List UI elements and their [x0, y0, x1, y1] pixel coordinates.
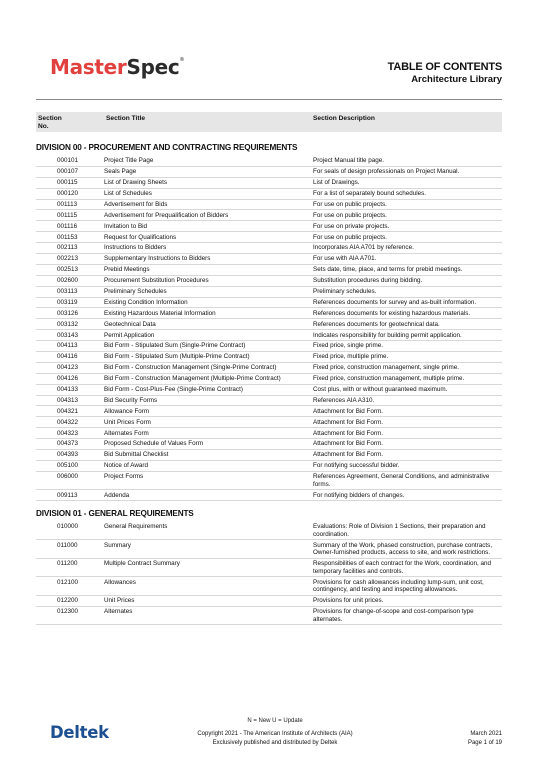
section-number: 004116 [36, 352, 104, 363]
column-header-description: Section Description [313, 115, 375, 122]
table-row [36, 373, 502, 384]
section-title: Supplementary Instructions to Bidders [104, 254, 313, 265]
section-number: 004133 [36, 384, 104, 395]
section-number: 004123 [36, 362, 104, 373]
table-row [36, 297, 502, 308]
table-row [36, 330, 502, 341]
section-number: 000101 [36, 156, 104, 166]
section-title: Project Forms [104, 471, 313, 489]
table-row [36, 558, 502, 576]
table-row [36, 254, 502, 265]
division-00-table [36, 156, 502, 501]
section-title: Bid Form - Stipulated Sum (Single-Prime Contract) [104, 341, 313, 352]
table-row [36, 221, 502, 232]
table-row [36, 395, 502, 406]
section-description: Attachment for Bid Form. [313, 417, 502, 428]
section-number: 000107 [36, 166, 104, 177]
section-description: For a list of separately bound schedules. [313, 188, 502, 199]
section-description: For use on public projects. [313, 199, 502, 210]
table-row [36, 577, 502, 595]
section-description: Project Manual title page. [313, 156, 502, 166]
table-row [36, 264, 502, 275]
section-number: 010000 [36, 522, 104, 540]
section-number: 004322 [36, 417, 104, 428]
logo-master-text: Master [50, 55, 127, 79]
section-description: List of Drawings. [313, 177, 502, 188]
section-description: For notifying successful bidder. [313, 460, 502, 471]
section-title: Permit Application [104, 330, 313, 341]
section-title: Existing Hazardous Material Information [104, 308, 313, 319]
table-row [36, 460, 502, 471]
section-number: 003126 [36, 308, 104, 319]
section-title: Project Title Page [104, 156, 313, 166]
table-row [36, 384, 502, 395]
column-header-title: Section Title [106, 115, 146, 122]
section-number: 006000 [36, 471, 104, 489]
section-title: Allowance Form [104, 406, 313, 417]
section-number: 012200 [36, 595, 104, 606]
section-number: 004113 [36, 341, 104, 352]
section-description: References Agreement, General Conditions, and administrative forms. [313, 471, 502, 489]
section-number: 004323 [36, 428, 104, 439]
section-description: Responsibilities of each contract for the Work, coordination, and temporary facilities and controls. [313, 558, 502, 576]
section-title: Existing Condition Information [104, 297, 313, 308]
section-description: Attachment for Bid Form. [313, 428, 502, 439]
column-header-section: Section No. [38, 115, 62, 130]
table-row [36, 522, 502, 540]
section-title: Bid Form - Cost-Plus-Fee (Single-Prime Contract) [104, 384, 313, 395]
table-row [36, 319, 502, 330]
section-number: 003119 [36, 297, 104, 308]
section-description: Attachment for Bid Form. [313, 406, 502, 417]
registered-mark: ® [179, 57, 185, 63]
table-row [36, 308, 502, 319]
logo-spec-text: Spec [126, 55, 180, 79]
copyright-text: Copyright 2021 - The American Institute of Architects (AIA) [197, 731, 353, 737]
section-description: Fixed price, single prime. [313, 341, 502, 352]
table-row [36, 188, 502, 199]
table-row [36, 286, 502, 297]
section-number: 001116 [36, 221, 104, 232]
table-row [36, 417, 502, 428]
section-title: Alternates [104, 606, 313, 624]
section-number: 011200 [36, 558, 104, 576]
section-number: 002213 [36, 254, 104, 265]
section-description: Summary of the Work, phased construction, purchase contracts, Owner-furnished products, access to site, and work restrictions. [313, 540, 502, 558]
footer-right [468, 730, 502, 748]
table-row [36, 606, 502, 624]
section-title: Advertisement for Bids [104, 199, 313, 210]
section-description: References AIA A310. [313, 395, 502, 406]
section-title: Alternates Form [104, 428, 313, 439]
section-number: 012100 [36, 577, 104, 595]
table-row [36, 352, 502, 363]
section-title: Bid Form - Stipulated Sum (Multiple-Prime Contract) [104, 352, 313, 363]
table-row [36, 450, 502, 461]
section-number: 003143 [36, 330, 104, 341]
section-title: General Requirements [104, 522, 313, 540]
section-description: For use on public projects. [313, 232, 502, 243]
page-subtitle: Architecture Library [411, 74, 502, 85]
page-number: Page 1 of 19 [467, 740, 502, 746]
table-row [36, 428, 502, 439]
section-title: Prebid Meetings [104, 264, 313, 275]
table-row [36, 210, 502, 221]
section-title: Request for Qualifications [104, 232, 313, 243]
table-row [36, 490, 502, 501]
section-title: Seals Page [104, 166, 313, 177]
section-description: References documents for existing hazardous materials. [313, 308, 502, 319]
section-number: 002600 [36, 275, 104, 286]
section-number: 003113 [36, 286, 104, 297]
section-title: Unit Prices [104, 595, 313, 606]
section-description: For use on public projects. [313, 210, 502, 221]
deltek-logo: Deltek [50, 723, 109, 742]
section-number: 000115 [36, 177, 104, 188]
publication-date: March 2021 [470, 731, 502, 737]
section-title: Summary [104, 540, 313, 558]
section-number: 004373 [36, 439, 104, 450]
section-number: 001113 [36, 199, 104, 210]
section-number: 001153 [36, 232, 104, 243]
masterspec-logo [50, 55, 184, 79]
section-title: Advertisement for Prequalification of Bidders [104, 210, 313, 221]
section-description: Fixed price, multiple prime. [313, 352, 502, 363]
table-row [36, 243, 502, 254]
section-title: List of Schedules [104, 188, 313, 199]
section-description: Sets date, time, place, and terms for prebid meetings. [313, 264, 502, 275]
section-description: For use on private projects. [313, 221, 502, 232]
table-row [36, 232, 502, 243]
section-description: Fixed price, construction management, single prime. [313, 362, 502, 373]
section-description: Provisions for cash allowances including lump-sum, unit cost, contingency, and testing and inspecting allowances. [313, 577, 502, 595]
section-title: Procurement Substitution Procedures [104, 275, 313, 286]
section-description: Provisions for change-of-scope and cost-comparison type alternates. [313, 606, 502, 624]
table-row [36, 540, 502, 558]
section-number: 003132 [36, 319, 104, 330]
distribution-text: Exclusively published and distributed by Deltek [212, 740, 338, 746]
document-heading [388, 61, 502, 85]
section-description: Fixed price, construction management, multiple prime. [313, 373, 502, 384]
section-title: Notice of Award [104, 460, 313, 471]
division-01-table [36, 522, 502, 625]
section-number: 004126 [36, 373, 104, 384]
table-row [36, 439, 502, 450]
section-title: Allowances [104, 577, 313, 595]
table-row [36, 471, 502, 489]
section-description: Preliminary schedules. [313, 286, 502, 297]
section-description: Incorporates AIA A701 by reference. [313, 243, 502, 254]
section-description: Indicates responsibility for building permit application. [313, 330, 502, 341]
section-title: Proposed Schedule of Values Form [104, 439, 313, 450]
section-number: 001115 [36, 210, 104, 221]
section-title: Invitation to Bid [104, 221, 313, 232]
section-number: 004313 [36, 395, 104, 406]
table-row [36, 341, 502, 352]
section-description: Evaluations: Role of Division 1 Sections, their preparation and coordination. [313, 522, 502, 540]
table-row [36, 362, 502, 373]
section-title: Bid Form - Construction Management (Single-Prime Contract) [104, 362, 313, 373]
table-row [36, 166, 502, 177]
section-title: Bid Security Forms [104, 395, 313, 406]
section-title: Instructions to Bidders [104, 243, 313, 254]
section-description: Attachment for Bid Form. [313, 450, 502, 461]
section-number: 011000 [36, 540, 104, 558]
section-description: References documents for survey and as-built information. [313, 297, 502, 308]
table-row [36, 406, 502, 417]
section-number: 004321 [36, 406, 104, 417]
section-number: 000120 [36, 188, 104, 199]
section-description: Substitution procedures during bidding. [313, 275, 502, 286]
table-row [36, 177, 502, 188]
section-title: Geotechnical Data [104, 319, 313, 330]
section-title: Bid Submittal Checklist [104, 450, 313, 461]
section-description: For notifying bidders of changes. [313, 490, 502, 501]
section-number: 012300 [36, 606, 104, 624]
table-row [36, 156, 502, 166]
section-description: Cost plus, with or without guaranteed maximum. [313, 384, 502, 395]
table-row [36, 595, 502, 606]
section-title: Preliminary Schedules [104, 286, 313, 297]
section-number: 002513 [36, 264, 104, 275]
section-title: Multiple Contract Summary [104, 558, 313, 576]
table-row [36, 199, 502, 210]
page-title: TABLE OF CONTENTS [387, 61, 502, 73]
section-number: 002113 [36, 243, 104, 254]
section-number: 004393 [36, 450, 104, 461]
section-number: 009113 [36, 490, 104, 501]
section-title: List of Drawing Sheets [104, 177, 313, 188]
section-title: Bid Form - Construction Management (Multiple-Prime Contract) [104, 373, 313, 384]
section-title: Addenda [104, 490, 313, 501]
division-00-heading: DIVISION 00 - PROCUREMENT AND CONTRACTING REQUIREMENTS [36, 143, 298, 152]
section-title: Unit Prices Form [104, 417, 313, 428]
section-description: For seals of design professionals on Project Manual. [313, 166, 502, 177]
header-divider [36, 99, 502, 100]
section-description: References documents for geotechnical data. [313, 319, 502, 330]
table-row [36, 275, 502, 286]
section-number: 005100 [36, 460, 104, 471]
section-description: Provisions for unit prices. [313, 595, 502, 606]
column-header-bar [36, 112, 502, 132]
division-01-heading: DIVISION 01 - GENERAL REQUIREMENTS [36, 509, 194, 518]
section-description: For use with AIA A701. [313, 254, 502, 265]
section-description: Attachment for Bid Form. [313, 439, 502, 450]
legend-text: N = New U = Update [247, 718, 303, 724]
